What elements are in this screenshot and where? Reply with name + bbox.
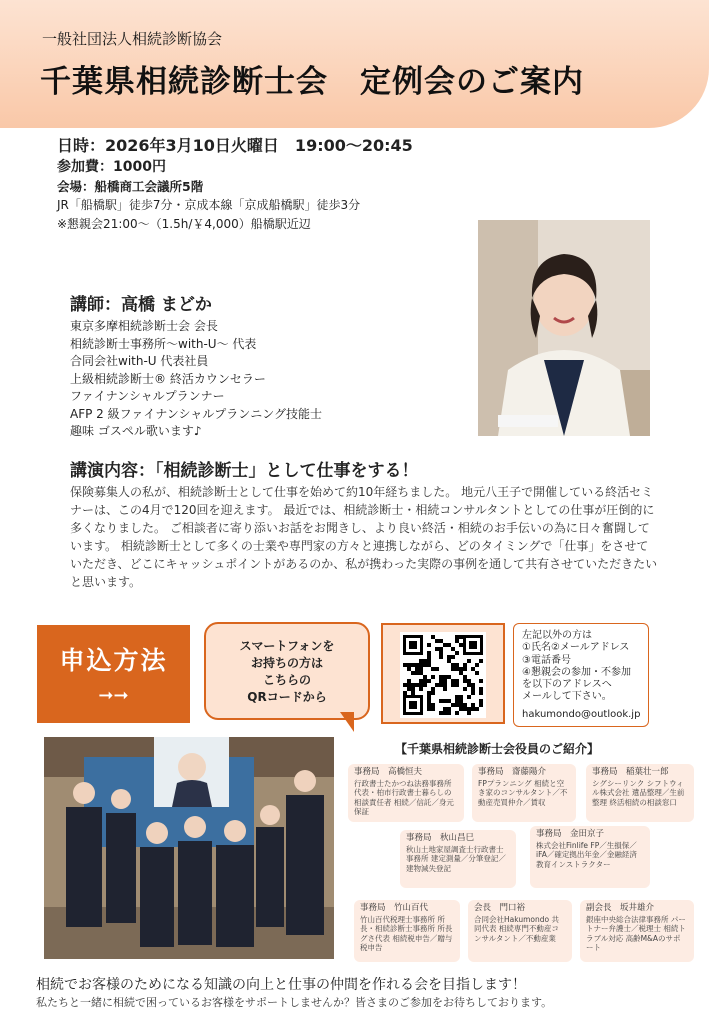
event-info bbox=[57, 135, 497, 234]
smartphone-speech-bubble bbox=[204, 622, 370, 720]
contact-email[interactable]: hakumondo@outlook.jp bbox=[522, 708, 641, 720]
speaker-line: 相続診断士事務所～with-U～ 代表 bbox=[70, 336, 257, 351]
closing-invitation: 私たちと一緒に相続で困っているお客様をサポートしませんか？皆さまのご参加をお待ちしております。 bbox=[36, 996, 553, 1009]
contact-instructions bbox=[513, 623, 649, 727]
event-venue: 会場：船橋商工会議所5階 bbox=[57, 179, 204, 194]
officer-name: 事務局 金田京子 bbox=[536, 829, 605, 839]
officer-desc: 竹山百代税理士事務所 所長・相続診断士事務所 所長グさ代表 相続税申告／贈与税申告 bbox=[360, 914, 453, 952]
officer-card bbox=[348, 764, 464, 822]
speaker-line: 合同会社with-U 代表社員 bbox=[70, 354, 209, 368]
officer-name: 事務局 竹山百代 bbox=[360, 903, 429, 913]
closing-message: 相続でお客様のためになる知識の向上と仕事の仲間を作れる会を目指します！ bbox=[36, 977, 526, 993]
officer-name: 事務局 高橋恒夫 bbox=[354, 767, 423, 777]
speaker-line: 東京多摩相続診断士会 会長 bbox=[70, 319, 218, 333]
officer-desc: 銀座中央総合法律事務所 パートナー弁護士／税理士 相続トラブル対応 高齢M&Aのサポート bbox=[586, 914, 686, 952]
speech-bubble-tail bbox=[340, 712, 354, 732]
qr-code[interactable] bbox=[400, 632, 486, 718]
lecture-body: 保険募集人の私が、相続診断士として仕事を始めて約10年経ちました。 地元八王子で開催している終活セミナーは、この4月で120回を迎えます。 最近では、相続診断士・相続コンサルタントとしての仕事が圧倒的に多くなりました。 ご相談者に寄り添いお話をお聞きし、より良い終活・相続のお手伝いの為に日々奮闘しています。 相続診断士として多くの士業や専門家の方々と連携しながら、どのタイミングで「仕事」をさせていただき、どこにキャッシュポイントがあるのか、私が携わった実際の事例を通して共有させていただきたいと思います。 bbox=[70, 485, 658, 589]
apply-label: 申込方法 bbox=[59, 646, 168, 675]
officer-desc: FPプランニング 相続と空き家のコンサルタント／不動産売買仲介／賃収 bbox=[478, 778, 568, 807]
qr-code-frame bbox=[381, 623, 505, 724]
officer-card bbox=[468, 900, 572, 962]
event-datetime: 日時：2026年3月10日火曜日 19:00～20:45 bbox=[57, 136, 413, 155]
event-party: ※懇親会21:00～（1.5h/￥4,000）船橋駅近辺 bbox=[57, 217, 311, 231]
speaker-line: ファイナンシャルプランナー bbox=[70, 389, 225, 403]
apply-method-box bbox=[37, 625, 190, 723]
officer-desc: 秋山土地家屋調査士行政書士事務所 建定測量／分筆登記／建物減失登記 bbox=[406, 844, 506, 873]
speaker-line: 上級相続診断士® 終活カウンセラー bbox=[70, 371, 266, 386]
officer-name: 事務局 齋藤陽介 bbox=[478, 767, 547, 777]
speaker-line: 趣味 ゴスペル歌います♪ bbox=[70, 424, 202, 438]
speaker-portrait bbox=[478, 220, 650, 436]
officer-desc: 行政書士たかつね法務事務所代表・柏市行政書士暮らしの相談責任者 相続／信託／身元保証 bbox=[354, 778, 454, 816]
contact-line: ①氏名②メールアドレス bbox=[522, 642, 630, 654]
officer-name: 事務局 稲葉壮一郎 bbox=[592, 767, 669, 777]
officers-heading: 【千葉県相続診断士会役員のご紹介】 bbox=[395, 742, 600, 756]
contact-line: ④懇親会の参加・不参加 bbox=[522, 666, 631, 678]
officer-name: 事務局 秋山昌巳 bbox=[406, 833, 475, 843]
page-title: 千葉県相続診断士会 定例会のご案内 bbox=[40, 64, 584, 100]
officer-desc: シグシーリンク シフトウィル株式会社 遺品整理／生前整理 終活相続の相談窓口 bbox=[592, 778, 685, 807]
officer-card bbox=[472, 764, 576, 822]
officer-card bbox=[530, 826, 650, 888]
officer-desc: 合同会社Hakumondo 共同代表 相続専門不動産コンサルタント／不動産業 bbox=[474, 914, 559, 943]
officer-desc: 株式会社Finlife FP／生損保／iFA／確定拠出年金／金融経済教育インストラクター bbox=[536, 840, 637, 869]
group-photo bbox=[44, 737, 334, 959]
bubble-line: こちらの bbox=[262, 673, 311, 687]
officer-name: 会長 門口裕 bbox=[474, 903, 526, 913]
bubble-line: お持ちの方は bbox=[250, 656, 323, 670]
speaker-name: 講師：高橋 まどか bbox=[70, 295, 212, 315]
header-banner bbox=[0, 0, 709, 128]
speaker-info bbox=[70, 292, 470, 441]
officer-card bbox=[580, 900, 694, 962]
event-fee: 参加費：1000円 bbox=[57, 159, 166, 175]
organization-name: 一般社団法人相続診断協会 bbox=[42, 30, 223, 48]
officer-name: 副会長 坂井雄介 bbox=[586, 903, 655, 913]
contact-line: ③電話番号 bbox=[522, 654, 571, 666]
contact-line: 左記以外の方は bbox=[522, 630, 592, 641]
speaker-line: AFP 2 級ファイナンシャルプランニング技能士 bbox=[70, 406, 322, 421]
contact-line: メールして下さい。 bbox=[522, 691, 612, 703]
officer-card bbox=[586, 764, 694, 822]
contact-line: を以下のアドレスへ bbox=[522, 679, 612, 691]
bubble-line: QRコードから bbox=[247, 690, 327, 704]
officer-card bbox=[400, 830, 516, 888]
lecture-title: 講演内容：「相続診断士」として仕事をする！ bbox=[70, 461, 419, 481]
event-access: JR「船橋駅」徒歩7分・京成本線「京成船橋駅」徒歩3分 bbox=[57, 198, 361, 212]
officer-card bbox=[354, 900, 460, 962]
arrow-right-icon: ➞➞ bbox=[98, 685, 129, 706]
bubble-line: スマートフォンを bbox=[239, 639, 335, 653]
